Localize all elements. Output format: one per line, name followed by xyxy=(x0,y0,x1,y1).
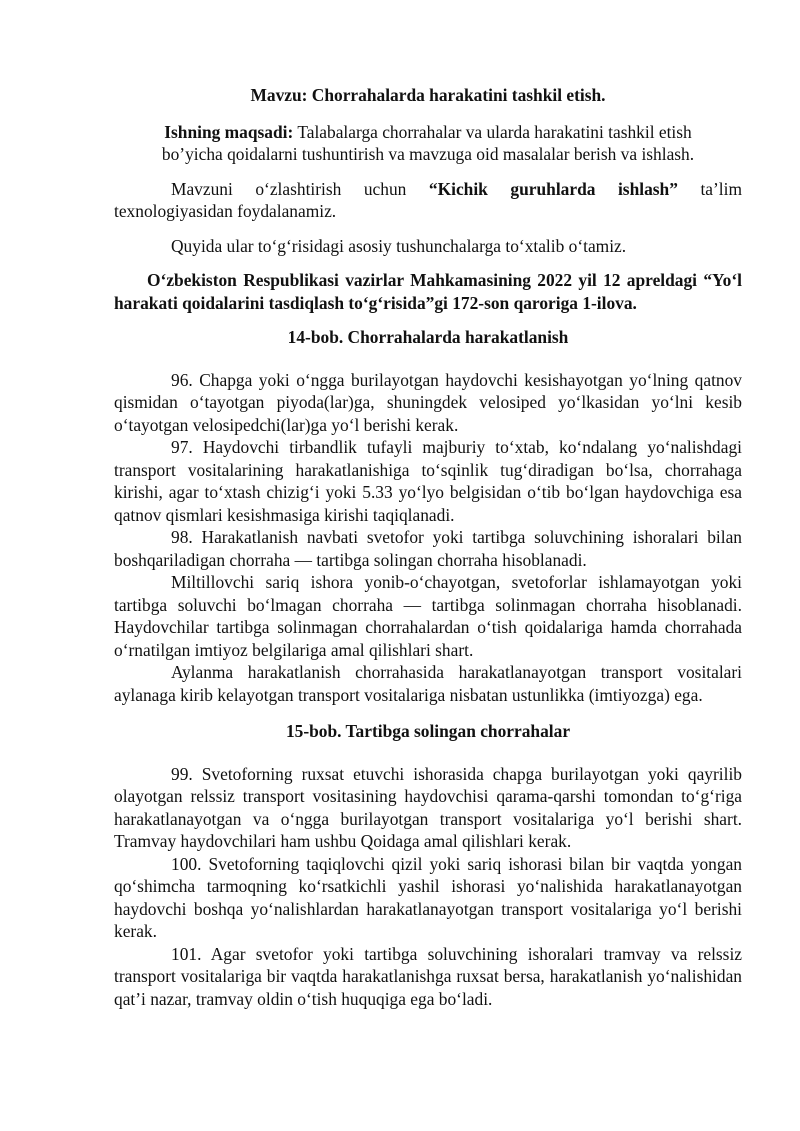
article-100: 100. Svetoforning taqiqlovchi qizil yoki sariq ishorasi bilan bir vaqtda yongan qo‘shimcha tarmoqning ko‘rsatkichli yashil ishorasi yo‘nalishida harakatlanayotgan haydovchi boshqa yo‘nalishlardan harakatlanayotgan transport vositalariga yo‘l berishi kerak. xyxy=(114,853,742,941)
document-page xyxy=(114,84,742,1010)
method-before: Mavzuni o‘zlashtirish uchun xyxy=(171,178,429,199)
goal-text: Talabalarga chorrahalar va ularda harakatini tashkil etish bo’yicha qoidalarni tushuntirish va mavzuga oid masalalar berish va ishlash. xyxy=(161,121,695,164)
article-98: 98. Harakatlanish navbati svetofor yoki tartibga soluvchining ishoralari bilan boshqariladigan chorraha — tartibga solingan chorraha hisoblanadi. xyxy=(114,527,742,570)
method-highlight: “Kichik guruhlarda ishlash” xyxy=(428,178,678,199)
chapter-15-heading: 15-bob. Tartibga solingan chorrahalar xyxy=(285,721,571,741)
method-paragraph xyxy=(114,178,742,223)
law-title: O‘zbekiston Respublikasi vazirlar Mahkamasining 2022 yil 12 apreldagi “Yo‘l harakati qoidalarini tasdiqlash to‘g‘risida”gi 172-son qaroriga 1-ilova. xyxy=(114,270,742,313)
intro-paragraph: Quyida ular to‘g‘risidagi asosiy tushunchalarga to‘xtalib o‘tamiz. xyxy=(171,235,627,256)
article-98-roundabout: Aylanma harakatlanish chorrahasida harakatlanayotgan transport vositalari aylanaga kirib kelayotgan transport vositalariga nisbatan ustunlikka (imtiyozga) ega. xyxy=(114,662,742,705)
article-98-unregulated: Miltillovchi sariq ishora yonib-o‘chayotgan, svetoforlar ishlamayotgan yoki tartibga soluvchi bo‘lmagan chorraha — tartibga solinmagan chorraha hisoblanadi. Haydovchilar tartibga solinmagan chorrahalardan o‘tish qoidalariga hamda chorrahada o‘rnatilgan imtiyoz belgilariga amal qilishlari shart. xyxy=(114,572,742,660)
method-after: ta’lim texnologiyasidan foydalanamiz. xyxy=(114,178,742,221)
article-101: 101. Agar svetofor yoki tartibga soluvchining ishoralari tramvay va relssiz transport vositalariga bir vaqtda harakatlanishga ruxsat bersa, harakatlanish yo‘nalishidan qat’i nazar, tramvay oldin o‘tish huquqiga ega bo‘ladi. xyxy=(114,943,742,1009)
article-97: 97. Haydovchi tirbandlik tufayli majburiy to‘xtab, ko‘ndalang yo‘nalishdagi transport vositalarining harakatlanishiga to‘sqinlik tug‘diradigan bo‘lsa, chorrahaga kirishi, agar to‘xtash chizig‘i yoki 5.33 yo‘lyo belgisidan o‘tib bo‘lgan haydovchiga esa qatnov qismlari kesishmasiga kirishi taqiqlanadi. xyxy=(114,437,742,525)
topic-title: Mavzu: Chorrahalarda harakatini tashkil etish. xyxy=(250,85,606,105)
goal-label: Ishning maqsadi: xyxy=(164,121,294,142)
article-96: 96. Chapga yoki o‘ngga burilayotgan haydovchi kesishayotgan yo‘lning qatnov qismidan o‘tayotgan piyoda(lar)ga, shuningdek velosiped yo‘lkasidan yo‘lni kesib o‘tayotgan velosipedchi(lar)ga yo‘l berishi kerak. xyxy=(114,369,742,435)
chapter-14-heading: 14-bob. Chorrahalarda harakatlanish xyxy=(287,327,569,347)
goal-paragraph xyxy=(114,121,742,166)
article-99: 99. Svetoforning ruxsat etuvchi ishorasida chapga burilayotgan yoki qayrilib olayotgan relssiz transport vositasining haydovchisi qarama-qarshi tomondan to‘g‘riga harakatlanayotgan va o‘ngga burilayotgan transport vositalariga yo‘l berishi shart. Tramvay haydovchilari ham ushbu Qoidaga amal qilishlari kerak. xyxy=(114,763,742,851)
